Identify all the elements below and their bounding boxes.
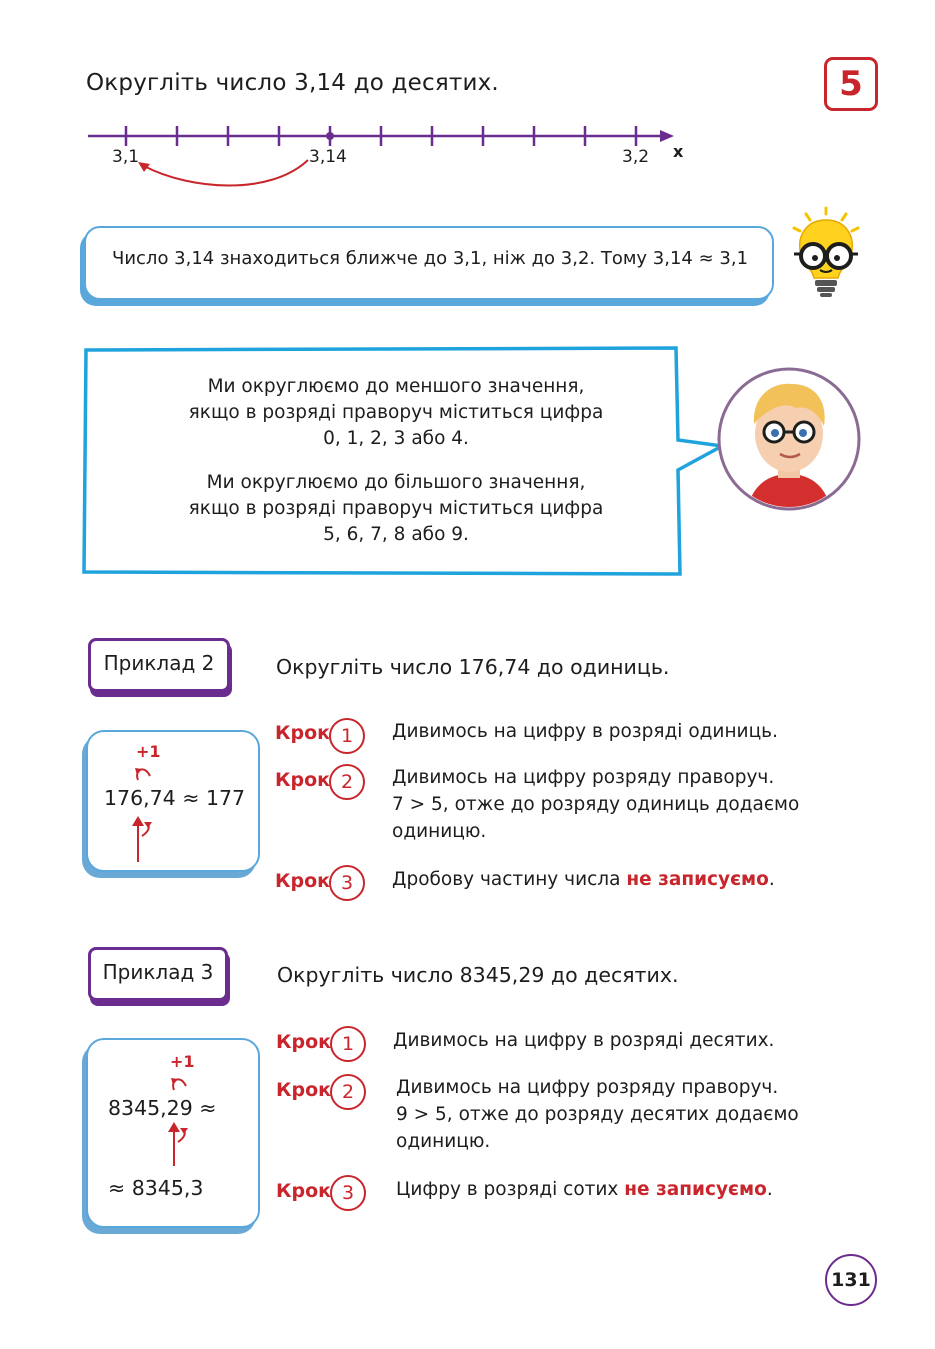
step-text-part: Дробову частину числа bbox=[392, 869, 627, 890]
step-word: Крок bbox=[275, 870, 331, 892]
conclusion-text: Число 3,14 знаходиться ближче до 3,1, ніж до 3,2. Тому 3,14 ≈ 3,1 bbox=[112, 248, 749, 269]
curved-arrow-icon bbox=[132, 762, 162, 782]
example-3-task: Округліть число 8345,29 до десятих. bbox=[277, 963, 679, 987]
example-2-expression: 176,74 ≈ 177 bbox=[104, 786, 246, 810]
step-text-part: . bbox=[768, 869, 775, 890]
rule-less-line: якщо в розряді праворуч міститься цифра bbox=[188, 402, 604, 423]
example-3-result: ≈ 8345,3 bbox=[108, 1176, 204, 1200]
step-text bbox=[392, 764, 799, 845]
point-marker bbox=[326, 132, 334, 140]
example-2-card bbox=[86, 730, 260, 872]
step-word: Крок bbox=[276, 1180, 332, 1202]
step-word: Крок bbox=[275, 769, 331, 791]
number-line bbox=[80, 118, 700, 198]
curved-arrow-icon bbox=[168, 1072, 198, 1092]
rule-box bbox=[86, 350, 680, 576]
lightbulb-icon bbox=[786, 204, 866, 304]
step-number: 1 bbox=[329, 718, 365, 754]
step-word: Крок bbox=[275, 722, 331, 744]
rule-greater-line: якщо в розряді праворуч міститься цифра bbox=[188, 498, 604, 519]
step-line: одиницю. bbox=[392, 821, 487, 842]
rule-greater bbox=[186, 470, 606, 548]
step-number: 3 bbox=[330, 1175, 366, 1211]
step-line: Дивимось на цифру розряду праворуч. bbox=[392, 767, 775, 788]
step-word: Крок bbox=[276, 1031, 332, 1053]
up-arrow-icon bbox=[164, 1120, 194, 1168]
up-arrow-icon bbox=[128, 814, 158, 864]
step-number: 2 bbox=[330, 1074, 366, 1110]
step-text: Дивимось на цифру в розряді десятих. bbox=[393, 1030, 775, 1051]
section-badge: 5 bbox=[824, 57, 878, 111]
rule-less-line: Ми округлюємо до меншого значення, bbox=[207, 376, 585, 397]
example-2-task: Округліть число 176,74 до одиниць. bbox=[276, 655, 670, 679]
step-text bbox=[396, 1074, 799, 1155]
rule-less bbox=[186, 374, 606, 452]
example-3-card bbox=[86, 1038, 260, 1228]
axis-label: x bbox=[673, 142, 684, 161]
boy-avatar bbox=[716, 366, 862, 512]
step-number: 3 bbox=[329, 865, 365, 901]
tick-label-right: 3,2 bbox=[622, 147, 650, 167]
rule-greater-line: Ми округлюємо до більшого значення, bbox=[206, 472, 586, 493]
rule-greater-line: 5, 6, 7, 8 або 9. bbox=[323, 524, 469, 545]
step-number: 1 bbox=[330, 1026, 366, 1062]
step-line: 7 > 5, отже до розряду одиниць додаємо bbox=[392, 794, 800, 815]
example-2-label: Приклад 2 bbox=[88, 638, 230, 692]
plus-one-label: +1 bbox=[170, 1052, 195, 1071]
rule-less-line: 0, 1, 2, 3 або 4. bbox=[323, 428, 469, 449]
step-line: Дивимось на цифру розряду праворуч. bbox=[396, 1077, 779, 1098]
example-3-expression: 8345,29 ≈ bbox=[108, 1096, 217, 1120]
step-text bbox=[396, 1176, 773, 1203]
page-number: 131 bbox=[825, 1254, 877, 1306]
example-3-label: Приклад 3 bbox=[88, 947, 228, 1001]
conclusion-callout bbox=[84, 226, 774, 300]
step-emphasis: не записуємо bbox=[624, 1179, 767, 1200]
step-text-part: . bbox=[766, 1179, 773, 1200]
tick-label-mid: 3,14 bbox=[309, 147, 347, 167]
task-title: Округліть число 3,14 до десятих. bbox=[86, 70, 499, 96]
step-number: 2 bbox=[329, 764, 365, 800]
tick-label-left: 3,1 bbox=[112, 147, 140, 167]
rounding-arrow bbox=[144, 160, 308, 186]
step-line: одиницю. bbox=[396, 1131, 491, 1152]
plus-one-label: +1 bbox=[136, 742, 161, 761]
step-text bbox=[392, 866, 775, 893]
step-text-part: Цифру в розряді сотих bbox=[396, 1179, 625, 1200]
step-line: 9 > 5, отже до розряду десятих додаємо bbox=[396, 1104, 799, 1125]
step-word: Крок bbox=[276, 1079, 332, 1101]
step-emphasis: не записуємо bbox=[626, 869, 769, 890]
step-text: Дивимось на цифру в розряді одиниць. bbox=[392, 721, 778, 742]
